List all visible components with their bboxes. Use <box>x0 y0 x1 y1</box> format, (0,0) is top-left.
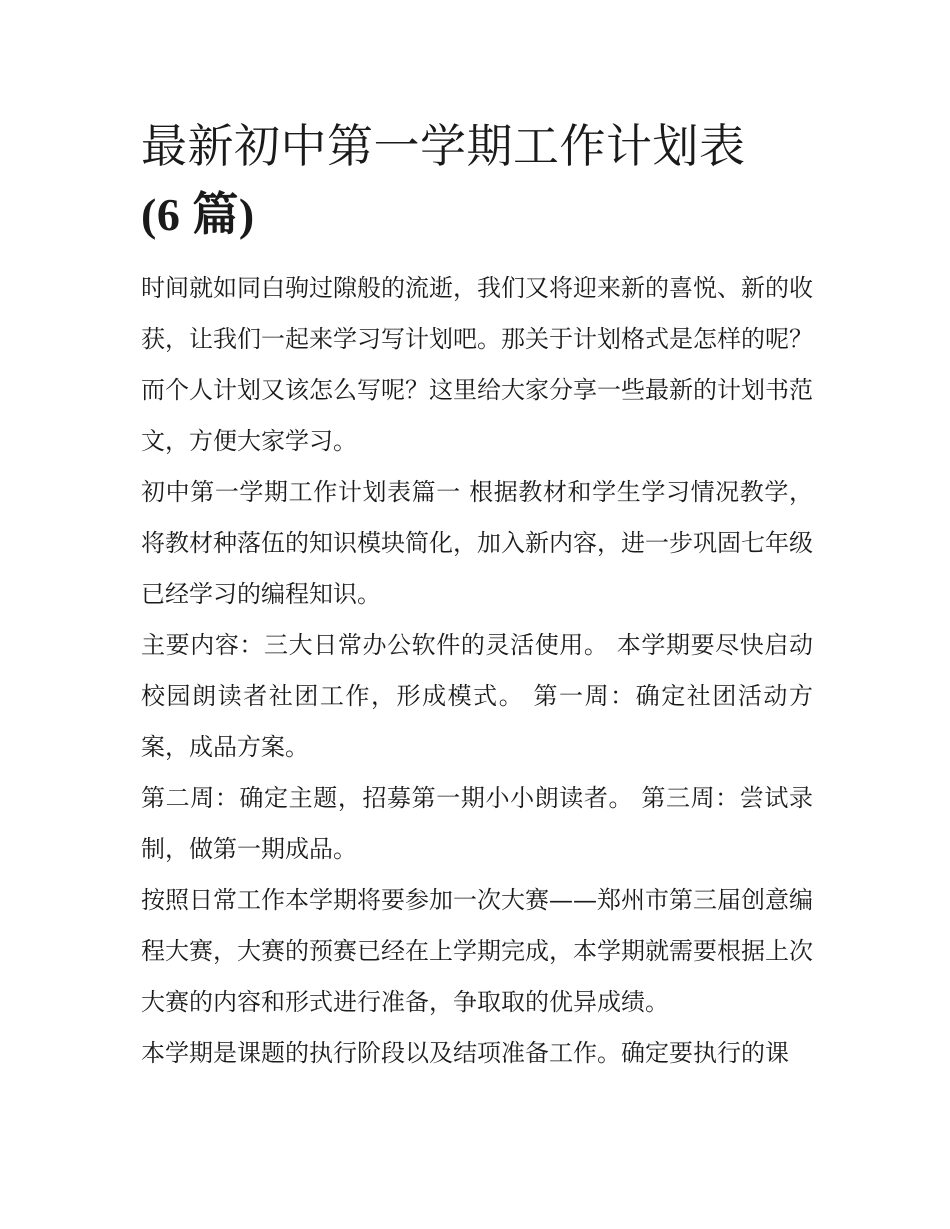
paragraph-weeks: 第二周：确定主题，招募第一期小小朗读者。 第三周：尝试录制，做第一期成品。 <box>141 784 813 863</box>
title-line-1: 最新初中第一学期工作计划表 <box>141 119 746 173</box>
paragraph-main-content: 主要内容：三大日常办公软件的灵活使用。 本学期要尽快启动校园朗读者社团工作，形成模式。 第一周：确定社团活动方案，成品方案。 <box>141 631 813 761</box>
document-page <box>141 112 813 1079</box>
paragraph-research-topic: 本学期是课题的执行阶段以及结项准备工作。确定要执行的课 <box>141 1039 789 1067</box>
paragraph-competition: 按照日常工作本学期将要参加一次大赛——郑州市第三届创意编程大赛，大赛的预赛已经在上学期完成，本学期就需要根据上次大赛的内容和形式进行准备，争取取的优异成绩。 <box>141 886 813 1016</box>
document-title <box>141 112 813 249</box>
paragraph-plan-one: 初中第一学期工作计划表篇一 根据教材和学生学习情况教学，将教材种落伍的知识模块简化，加入新内容，进一步巩固七年级已经学习的编程知识。 <box>141 478 813 608</box>
paragraph-intro: 时间就如同白驹过隙般的流逝，我们又将迎来新的喜悦、新的收获，让我们一起来学习写计划吧。那关于计划格式是怎样的呢？而个人计划又该怎么写呢？这里给大家分享一些最新的计划书范文，方便大家学习。 <box>141 274 813 455</box>
title-line-2: (6 篇) <box>141 189 255 240</box>
